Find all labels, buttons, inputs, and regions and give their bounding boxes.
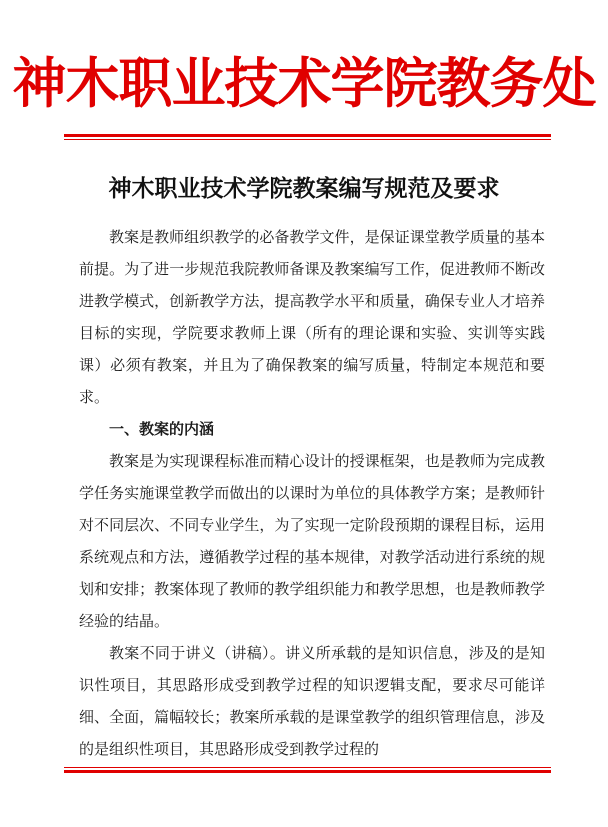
footer-rule-thin <box>64 767 551 768</box>
body-paragraph: 教案是为实现课程标准而精心设计的授课框架，也是教师为完成教学任务实施课堂教学而做出的以课时为单位的具体教学方案；是教师针对不同层次、不同专业学生，为了实现一定阶段预期的课程目标，运用系统观点和方法，遵循教学过程的基本规律，对教学活动进行系统的规划和安排；教案体现了教师的教学组织能力和教学思想，也是教师教学经验的结晶。 <box>79 452 545 630</box>
footer-rule-thick <box>64 770 551 773</box>
header-rule-thick <box>64 134 551 137</box>
institution-masthead: 神木职业技术学院教务处 <box>12 51 596 115</box>
header-rule-thin <box>64 139 551 140</box>
section-heading: 一、教案的内涵 <box>109 420 215 438</box>
body-paragraph: 教案不同于讲义（讲稿）。讲义所承载的是知识信息，涉及的是知识性项目，其思路形成受到教学过程的知识逻辑支配，要求尽可能详细、全面，篇幅较长；教案所承载的是课堂教学的组织管理信息，涉及的是组织性项目，其思路形成受到教学过程的 <box>79 644 545 758</box>
document-body <box>79 221 545 765</box>
body-paragraph: 教案是教师组织教学的必备教学文件，是保证课堂教学质量的基本前提。为了进一步规范我院教师备课及教案编写工作，促进教师不断改进教学模式，创新教学方法，提高教学水平和质量，确保专业人才培养目标的实现，学院要求教师上课（所有的理论课和实验、实训等实践课）必须有教案，并且为了确保教案的编写质量，特制定本规范和要求。 <box>79 228 545 406</box>
document-title: 神木职业技术学院教案编写规范及要求 <box>108 175 500 202</box>
